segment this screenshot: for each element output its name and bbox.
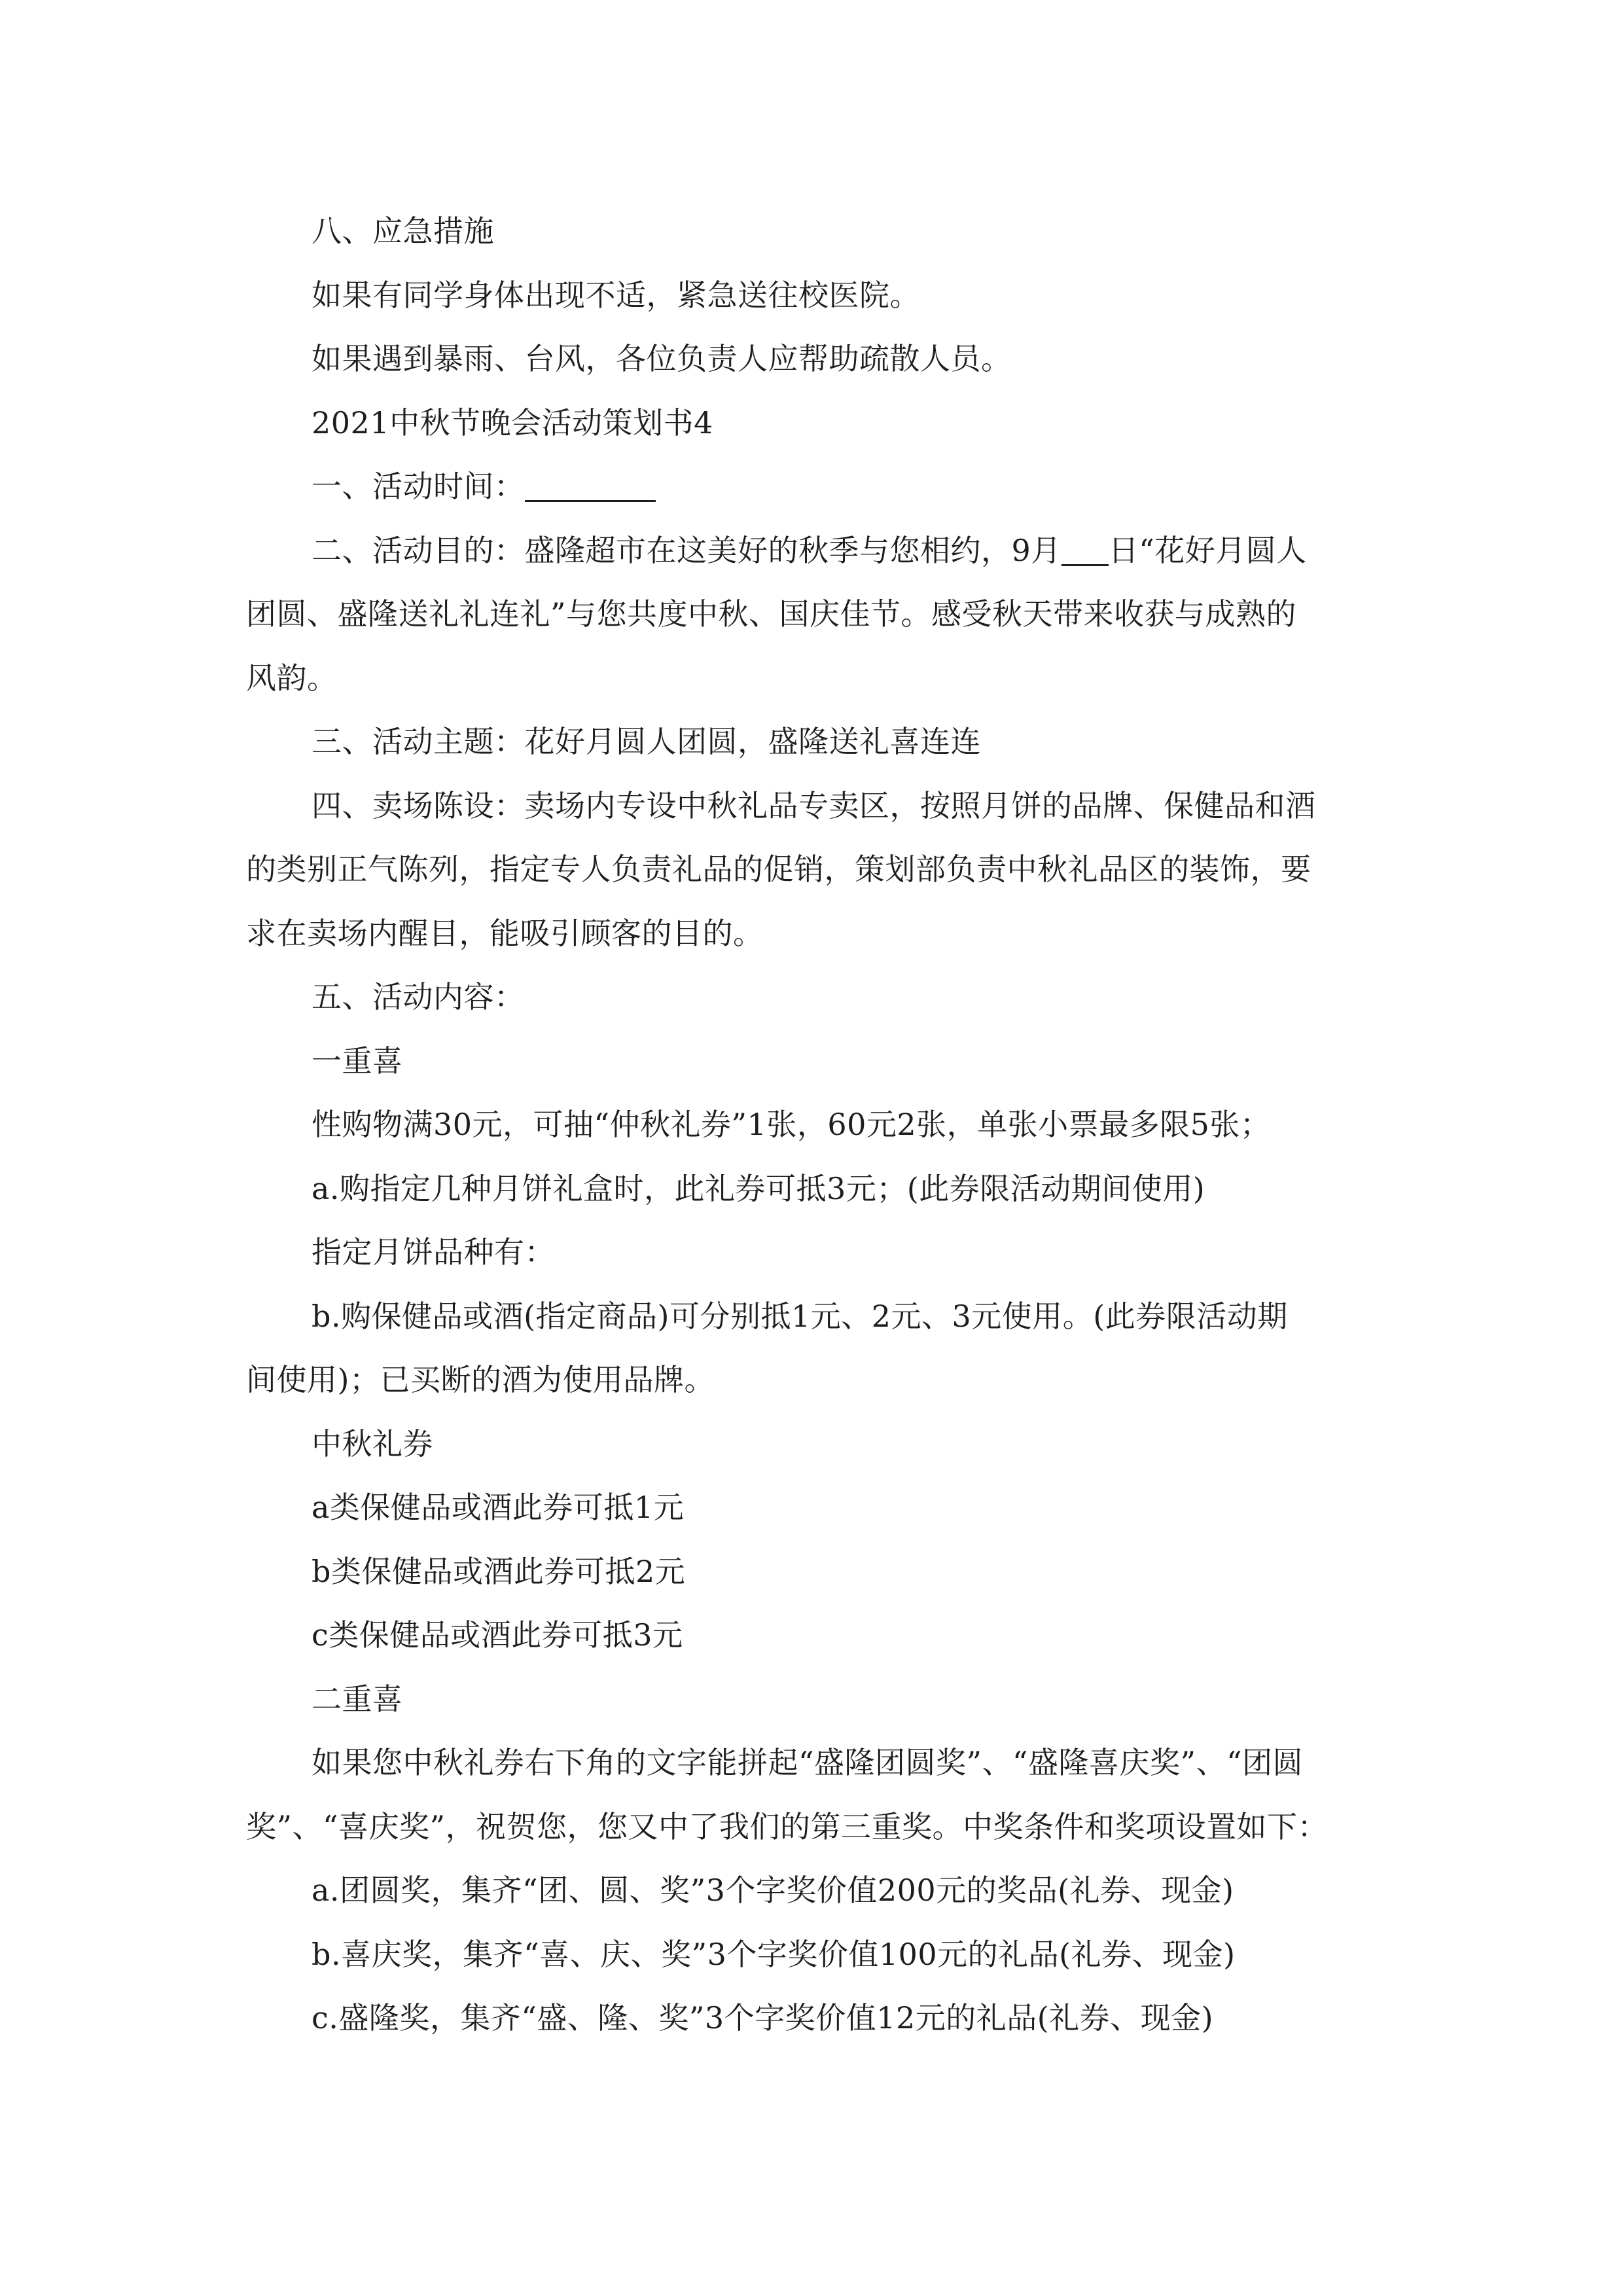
second-prize-line-2: 奖”、“喜庆奖”，祝贺您，您又中了我们的第三重奖。中奖条件和奖项设置如下： xyxy=(246,1808,1329,1844)
section-8-heading: 八、应急措施 xyxy=(312,213,494,249)
award-b: b.喜庆奖，集齐“喜、庆、奖”3个字奖价值100元的礼品(礼券、现金) xyxy=(312,1936,1236,1972)
voucher-b: b类保健品或酒此券可抵2元 xyxy=(312,1553,686,1589)
mooncake-kinds: 指定月饼品种有： xyxy=(312,1234,555,1270)
section-2-purpose-line-1 xyxy=(246,519,1378,583)
purpose-text-b: 日“花好月圆人 xyxy=(1108,532,1307,568)
time-label: 一、活动时间： xyxy=(312,469,525,504)
paragraph-illness: 如果有同学身体出现不适，紧急送往校医院。 xyxy=(312,277,920,313)
award-a: a.团圆奖，集齐“团、圆、奖”3个字奖价值200元的奖品(礼券、现金) xyxy=(312,1873,1234,1908)
section-5-heading: 五、活动内容： xyxy=(312,979,525,1014)
second-prize-heading: 二重喜 xyxy=(312,1681,403,1717)
item-b-line-2: 间使用)；已买断的酒为使用品牌。 xyxy=(246,1362,715,1397)
plan-title: 2021中秋节晚会活动策划书4 xyxy=(312,404,713,440)
document-body xyxy=(246,200,1378,2051)
section-4-display-line-3: 求在卖场内醒目，能吸引顾客的目的。 xyxy=(246,915,764,951)
first-prize-heading: 一重喜 xyxy=(312,1043,403,1079)
section-2-purpose-line-2: 团圆、盛隆送礼礼连礼”与您共度中秋、国庆佳节。感受秋天带来收获与成熟的 xyxy=(246,596,1297,632)
second-prize-line-1: 如果您中秋礼券右下角的文字能拼起“盛隆团圆奖”、“盛隆喜庆奖”、“团圆 xyxy=(312,1745,1304,1780)
section-4-display-line-2: 的类别正气陈列，指定专人负责礼品的促销，策划部负责中秋礼品区的装饰，要 xyxy=(246,852,1311,887)
item-b-line-1: b.购保健品或酒(指定商品)可分别抵1元、2元、3元使用。(此券限活动期 xyxy=(312,1298,1288,1334)
section-2-purpose-line-3: 风韵。 xyxy=(246,660,338,696)
section-4-display-line-1: 四、卖场陈设：卖场内专设中秋礼品专卖区，按照月饼的品牌、保健品和酒 xyxy=(312,787,1316,823)
voucher-heading: 中秋礼券 xyxy=(312,1426,433,1462)
time-blank xyxy=(525,470,656,502)
section-1-time xyxy=(246,455,1378,519)
date-blank xyxy=(1061,534,1109,566)
paragraph-storm: 如果遇到暴雨、台风，各位负责人应帮助疏散人员。 xyxy=(312,341,1012,376)
item-a: a.购指定几种月饼礼盒时，此礼券可抵3元；(此券限活动期间使用) xyxy=(312,1170,1205,1206)
first-prize-description: 性购物满30元，可抽“仲秋礼券”1张，60元2张，单张小票最多限5张； xyxy=(312,1107,1271,1142)
voucher-c: c类保健品或酒此券可抵3元 xyxy=(312,1617,683,1653)
voucher-a: a类保健品或酒此券可抵1元 xyxy=(312,1490,685,1525)
purpose-text-a: 二、活动目的：盛隆超市在这美好的秋季与您相约，9月 xyxy=(312,532,1061,568)
award-c: c.盛隆奖，集齐“盛、隆、奖”3个字奖价值12元的礼品(礼券、现金) xyxy=(312,2000,1214,2036)
section-3-theme: 三、活动主题：花好月圆人团圆，盛隆送礼喜连连 xyxy=(312,724,981,759)
